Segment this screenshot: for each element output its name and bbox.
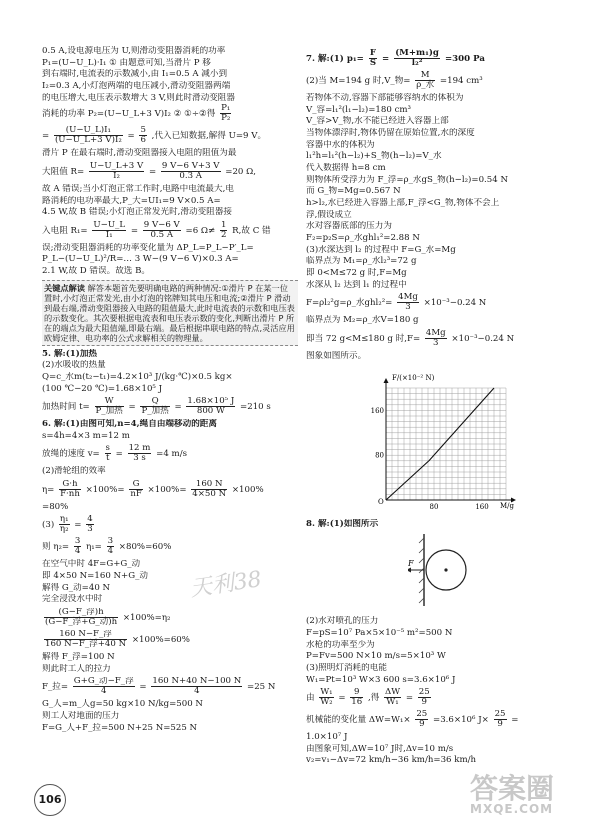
numerator: 25	[494, 710, 506, 720]
fraction	[86, 515, 93, 534]
text: =	[130, 225, 139, 236]
fraction	[161, 162, 221, 181]
text: (3)	[42, 520, 55, 531]
numerator: 9 V−6 V	[143, 220, 180, 230]
denominator: W₂	[320, 697, 333, 708]
text-line: 路消耗的电功率最大,P_大=UI₁=9 V×0.5 A=	[42, 195, 221, 206]
denominator: 4	[74, 546, 81, 557]
text-line: P₁=(U−U_L)·I₁ ① 由题意可知,当滑片 P 移	[42, 57, 211, 68]
text-line: 4.5 W,故 B 错误;小灯泡正常发光时,滑动变阻器接	[42, 207, 232, 218]
denominator: 9	[497, 719, 503, 730]
text: =	[42, 131, 50, 142]
fraction	[139, 126, 146, 145]
denominator: 16	[351, 697, 363, 708]
numerator: P₁	[221, 104, 231, 114]
text-line: 临界点为 M₂=ρ_水V=180 g	[306, 315, 419, 326]
denominator: I₂	[113, 170, 120, 181]
equation-line	[42, 397, 298, 416]
numerator: G	[129, 480, 143, 490]
text-line: h>l₂,水已经进入容器上部,F_浮<G_物,物体不会上	[306, 198, 500, 209]
denominator: 4	[194, 686, 200, 697]
text-line: 当物体漂浮时,物体仍留在原始位置,水的深度	[306, 128, 475, 139]
pulley-force-figure	[408, 530, 480, 610]
text: =	[128, 402, 136, 413]
text-line: (3)照明灯消耗的电能	[306, 662, 387, 673]
text: =	[338, 693, 346, 704]
text-line: W₁=Pt=10³ W×3 600 s=3.6×10⁶ J	[306, 674, 456, 685]
fraction	[54, 126, 123, 145]
denominator: (U−U_L+3 V)I₂	[54, 135, 122, 146]
fraction	[74, 537, 81, 556]
numerator: 25	[418, 688, 430, 698]
equation-line	[42, 537, 298, 556]
text-line: 滑片 P 在最右端时,滑动变阻器接入电阻的阻值为最	[42, 148, 237, 159]
text-line: V_容>V_物,水不能已经进入容器上部	[306, 116, 449, 127]
text-line: 若物体不动,容器下部能够容纳水的体积为	[306, 93, 464, 104]
numerator: W	[95, 397, 124, 407]
denominator: 9	[419, 719, 425, 730]
fraction	[415, 71, 435, 90]
watermark-logo: 答案圈	[470, 772, 555, 805]
equation-line	[306, 293, 558, 312]
text: 即当 72 g<M≤180 g 时,F=	[306, 333, 421, 344]
numerator: W₁	[320, 688, 333, 698]
equation-line	[306, 688, 558, 707]
denominator: 3	[405, 302, 411, 313]
fraction	[73, 677, 135, 696]
numerator: 12 m	[128, 444, 151, 454]
fraction	[59, 480, 81, 499]
fraction	[107, 537, 114, 556]
text: F_拉=	[42, 682, 69, 693]
text-line: 临界点为 M₁=ρ_水l₂³=72 g	[306, 256, 417, 267]
page-number: 106	[34, 784, 66, 816]
numerator: M	[415, 71, 435, 81]
denominator: 4×50 N	[192, 488, 227, 499]
text-line: 而 G_物=Mg=0.567 N	[306, 186, 401, 197]
denominator: S	[369, 58, 377, 69]
text: ×100%=60%	[131, 634, 190, 645]
text: 消耗的功率 P₂=(U−U_L+3 V)I₂ ② ①÷②得	[42, 109, 216, 120]
text: ,得	[367, 693, 380, 704]
fraction	[319, 688, 333, 707]
text-line: 代入数据得 h=8 cm	[306, 163, 386, 174]
text-line: I₂=0.3 A,小灯泡两端的电压减小,滑动变阻器两端	[42, 81, 231, 92]
text: ,代入已知数据,解得 U=9 V。	[151, 131, 267, 142]
x-axis-label: M/g	[500, 502, 515, 510]
text-line: P_L−(U−U_L)²/R=… 3 W−(9 V−6 V)×0.3 A=	[42, 254, 239, 265]
text: =	[115, 449, 123, 460]
text-line: F=pS=10⁷ Pa×5×10⁻⁵ m²=500 N	[306, 627, 453, 638]
text: =	[382, 54, 390, 65]
text-line: 水深从 l₂ 达到 l₁ 的过程中	[306, 279, 407, 290]
numerator: 1	[220, 220, 227, 230]
key-point-title: 关键点解读	[44, 282, 85, 293]
text: F=ρl₂²g=ρ_水ghl₂²=	[306, 298, 393, 309]
text: ×100%	[231, 484, 264, 495]
equation-line	[42, 444, 298, 463]
text-line: 解得 G_动=40 N	[42, 582, 111, 593]
text: =194 cm³	[439, 76, 483, 87]
fraction	[415, 710, 428, 729]
fraction	[369, 49, 377, 68]
question-7-heading	[306, 49, 558, 68]
text: ×10⁻³−0.24 N	[451, 333, 515, 344]
fraction	[191, 480, 227, 499]
text-line: (2)水对喷孔的压力	[306, 616, 379, 627]
denominator: 0.5 A	[150, 229, 174, 240]
text-line: Q=c_水m(t₂−t₁)=4.2×10³ J/(kg·℃)×0.5 kg×	[42, 371, 233, 382]
text: =20 Ω,	[225, 166, 256, 177]
text: 7. 解:(1) p₁=	[306, 54, 364, 65]
y-tick-label: 80	[375, 451, 384, 460]
text-line: 0.5 A,设电源电压为 U,则滑动变阻器消耗的功率	[42, 46, 226, 56]
text-line: P=Fv=500 N×10 m/s=5×10³ W	[306, 651, 446, 662]
text: =	[148, 166, 157, 177]
fraction	[384, 688, 401, 707]
text-line: 1.0×10⁷ J	[306, 732, 348, 743]
text: =	[74, 520, 82, 531]
text: R,故 C 错	[232, 225, 271, 236]
text: ×100%=	[147, 484, 187, 495]
fraction	[425, 329, 447, 348]
equation-line	[42, 608, 298, 627]
fraction	[186, 397, 235, 416]
denominator: W₁	[386, 697, 399, 708]
text-line: 误;滑动变阻器消耗的功率变化量为 ΔP_L=P_L−P′_L=	[42, 242, 254, 253]
text: =	[174, 402, 182, 413]
text-line: 浮,假设成立	[306, 209, 352, 220]
denominator: P_加热	[141, 406, 169, 417]
text: =6 Ω≠	[185, 225, 216, 236]
x-tick-label: 160	[475, 503, 489, 511]
fraction	[220, 104, 231, 123]
question-6-heading: 6. 解:(1)由图可知,n=4,绳自由端移动的距离	[42, 419, 217, 430]
text: =	[511, 715, 519, 726]
text-line: 的电压增大,电压表示数增大 3 V,则此时滑动变阻器	[42, 92, 235, 103]
text-line: 解得 F_浮=100 N	[42, 651, 115, 662]
text: 则 η₂=	[42, 542, 70, 553]
denominator: l₂²	[411, 58, 423, 69]
text: 大阻值 R=	[42, 166, 85, 177]
numerator: 25	[416, 710, 428, 720]
denominator: P₂	[221, 113, 231, 124]
text-line: l₁²h=l₁²(h−l₂)+S_物(h−l₂)=V_水	[306, 151, 442, 162]
fraction	[494, 710, 507, 729]
text: =300 Pa	[444, 54, 485, 65]
equation-line	[42, 630, 298, 649]
denominator: ρ_水	[416, 80, 435, 91]
denominator: F·nh	[60, 488, 80, 499]
text: ×100%=η₂	[122, 612, 171, 623]
text-line: 完全浸没水中时	[42, 594, 103, 605]
text: 机械能的变化量 ΔW=W₁×	[306, 715, 411, 726]
text: (2)当 M=194 g 时,V_物=	[306, 76, 411, 87]
fraction	[95, 397, 124, 416]
denominator: 4	[107, 546, 114, 557]
equation-line	[306, 329, 558, 348]
numerator: 3	[107, 537, 114, 547]
denominator: t	[105, 453, 110, 464]
text-line: 水对容器底部的压力为	[306, 221, 392, 232]
text-line: V_容=l₁²(l₁−l₂)=180 cm³	[306, 104, 411, 115]
text: 入电阻 R₁=	[42, 225, 88, 236]
text: ×80%=60%	[118, 542, 172, 553]
numerator: 160 N−F_浮	[44, 630, 127, 640]
numerator: 9 V−6 V+3 V	[161, 161, 220, 171]
numerator: 4Mg	[398, 293, 418, 303]
origin-label: O	[378, 498, 384, 506]
text-line: (3)水深达到 l₂ 的过程中 F=G_水=Mg	[306, 244, 456, 255]
fraction	[59, 515, 70, 534]
text-line: 水枪的功率至少为	[306, 639, 375, 650]
text-line: v₂=v₁−Δv=72 km/h−36 km/h=36 km/h	[306, 755, 477, 766]
text-line: =80%	[42, 501, 69, 512]
text: 放绳的速度 v=	[42, 449, 100, 460]
watermark-url: MXQE.COM	[470, 802, 554, 816]
fraction	[394, 49, 440, 68]
key-point-box	[42, 280, 298, 346]
text-line: 即 0<M≤72 g 时,F=Mg	[306, 268, 407, 279]
watermark: 天利38	[188, 567, 264, 602]
denominator: 3 s	[133, 453, 146, 464]
text: ×10⁻³−0.24 N	[423, 298, 487, 309]
fraction	[105, 444, 111, 463]
numerator: (U−U_L)I₁	[54, 126, 123, 136]
fraction	[418, 688, 431, 707]
equation-line	[42, 480, 298, 499]
equation-line	[42, 126, 298, 145]
text-line: s=4h=4×3 m=12 m	[42, 430, 130, 441]
numerator: (M+m₁)g	[395, 49, 439, 58]
y-axis-arrow	[384, 378, 389, 383]
fraction	[140, 397, 169, 416]
equation-line	[42, 162, 298, 181]
numerator: F	[369, 49, 376, 58]
fraction	[143, 221, 181, 240]
text-line: (100 ℃−20 ℃)=1.68×10⁵ J	[42, 383, 163, 394]
equation-line	[42, 221, 298, 240]
denominator: 0.3 A	[179, 170, 202, 181]
fraction	[44, 608, 118, 627]
text: =	[405, 693, 414, 704]
text-line: 则工人对地面的压力	[42, 710, 120, 721]
text: =	[139, 682, 147, 693]
y-axis-label: F/(×10⁻² N)	[392, 374, 435, 382]
fraction	[129, 480, 143, 499]
denominator: 2	[220, 229, 227, 240]
numerator: 160 N+40 N−100 N	[152, 677, 242, 687]
denominator: 4	[101, 686, 107, 697]
text-line: 2.1 W,故 D 错误。故选 B。	[42, 266, 151, 277]
numerator: Q	[140, 397, 169, 407]
text-line: 则此时工人的拉力	[42, 663, 111, 674]
text-line: 到右端时,电流表的示数减小,由 I₁=0.5 A 减小到	[42, 69, 228, 80]
force-label: F	[408, 559, 414, 568]
denominator: 9	[421, 697, 427, 708]
denominator: nF	[130, 488, 142, 499]
text-line: 则物体所受浮力为 F_浮=ρ_水gS_物(h−l₂)=0.54 N	[306, 174, 508, 185]
numerator: G·h	[59, 480, 81, 490]
denominator: (G−F_浮+G_动)h	[45, 616, 118, 627]
numerator: G+G_动−F_浮	[73, 677, 134, 687]
text: η=	[42, 484, 55, 495]
question-8-heading: 8. 解:(1)如图所示	[306, 518, 379, 529]
denominator: 6	[140, 135, 146, 146]
numerator: (G−F_浮)h	[44, 608, 118, 618]
text-line: F₂=p₂S=ρ_水ghl₁²=2.88 N	[306, 233, 420, 244]
text: 由	[306, 693, 315, 704]
numerator: ΔW	[385, 688, 401, 698]
text-line: 即 4×50 N=160 N+G_动	[42, 571, 148, 582]
text: =4 m/s	[156, 449, 188, 460]
text: =3.6×10⁶ J×	[433, 715, 489, 726]
numerator: η₁	[59, 515, 69, 525]
denominator: 3	[87, 524, 93, 535]
y-tick-label: 160	[370, 406, 384, 415]
fraction	[89, 162, 144, 181]
text-line: 由图象可知,ΔW=10⁷ J时,Δv=10 m/s	[306, 743, 454, 754]
text-line: (2)水吸收的热量	[42, 360, 106, 371]
numerator: U−U_L+3 V	[89, 161, 144, 171]
numerator: 5	[140, 126, 146, 136]
x-tick-label: 80	[429, 503, 439, 511]
text: =25 N	[247, 682, 276, 693]
denominator: P_加热	[95, 406, 123, 417]
fraction	[151, 677, 242, 696]
left-column	[42, 46, 298, 734]
denominator: 800 W	[196, 406, 225, 417]
force-arrowhead	[408, 568, 411, 573]
text: =210 s	[240, 402, 271, 413]
key-point-body: 解答本题首先要明确电路的两种情况:①滑片 P 在某一位置时,小灯泡正常发光,由小灯泡的铭牌知其电压和电流;②滑片 P 滑动到最右端,滑动变阻器接入电路的阻值最大,此时电流表的示数和电压表的示数变化。其次要根据电流表和电压表示数的变化,判断出滑片 P 所在的端点为最大阻值端,即最右端。最后根据串联电路的特点,灵活应用欧姆定律、电功率的公式求解相关的物理量。	[44, 282, 295, 343]
fraction	[220, 221, 227, 240]
denominator: 3	[433, 337, 439, 348]
numerator: 160 N	[191, 480, 227, 490]
numerator: 4	[87, 515, 93, 525]
numerator: 1.68×10⁵ J	[187, 397, 235, 407]
text-line: G_人=m_人g=50 kg×10 N/kg=500 N	[42, 699, 203, 710]
text-line: F=G_人+F_拉=500 N+25 N=525 N	[42, 722, 198, 733]
disk-center	[444, 568, 447, 571]
numerator: 9	[350, 688, 363, 698]
equation-line	[42, 677, 298, 696]
fraction	[128, 444, 152, 463]
fraction	[397, 293, 419, 312]
numerator: s	[105, 444, 110, 454]
denominator: η₂	[59, 524, 69, 535]
equation-line	[306, 710, 558, 729]
text-line: 故 A 错误;当小灯泡正常工作时,电路中电流最大,电	[42, 183, 234, 194]
text-line: 图象如图所示。	[306, 350, 367, 361]
text-line: 在空气中时 4F=G+G_动	[42, 559, 141, 570]
force-mass-chart	[368, 370, 518, 518]
text-line: 容器中水的体积为	[306, 139, 375, 150]
numerator: U−U_L	[93, 220, 126, 230]
equation-line	[42, 515, 298, 534]
numerator: 3	[74, 537, 81, 547]
numerator: 4Mg	[425, 328, 446, 338]
text: 加热时间 t=	[42, 402, 90, 413]
text-line	[42, 104, 298, 123]
text: η₁=	[86, 542, 102, 553]
fraction	[44, 630, 127, 649]
fraction	[92, 221, 126, 240]
denominator: I₁	[105, 229, 113, 240]
fraction	[350, 688, 363, 707]
text: =	[127, 131, 135, 142]
question-5-heading: 5. 解:(1)加热	[42, 348, 98, 359]
text-line: (2)滑轮组的效率	[42, 466, 106, 477]
denominator: 160 N−F_浮+40 N	[45, 638, 127, 649]
text: ×100%=	[85, 484, 125, 495]
equation-line	[306, 71, 558, 90]
